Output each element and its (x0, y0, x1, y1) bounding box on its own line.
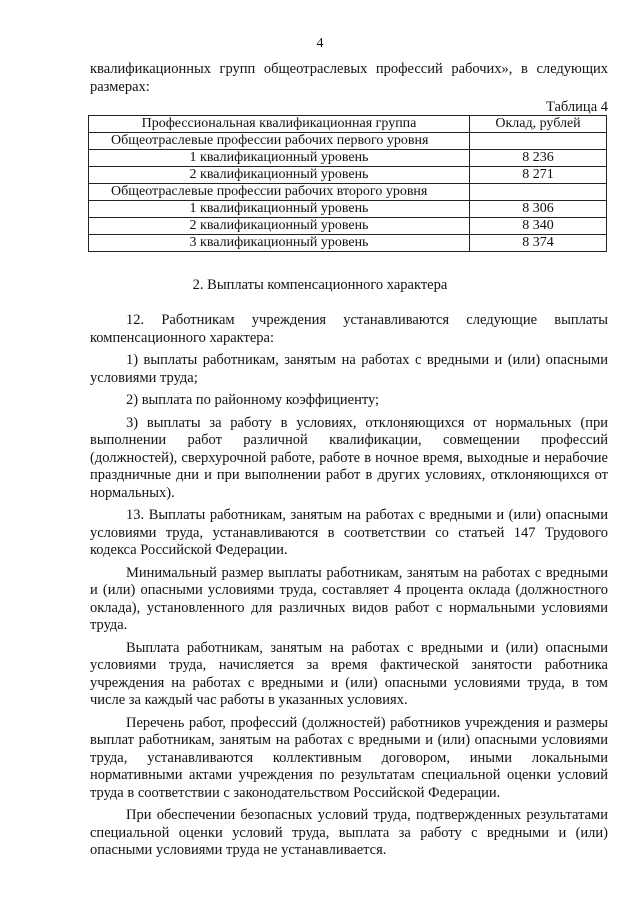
row-salary: 8 236 (470, 150, 607, 167)
paragraph: 12. Работникам учреждения устанавливаются следующие выплаты компенсационного характера: (90, 312, 608, 346)
row-name: Общеотраслевые профессии рабочих второго уровня (89, 184, 470, 201)
paragraph: 2) выплата по районному коэффициенту; (126, 392, 380, 408)
row-name: 1 квалификационный уровень (89, 150, 470, 167)
paragraph: 3) выплаты за работу в условиях, отклоняющихся от нормальных (при выполнении работ различной квалификации, совмещении профессий (должностей), сверхурочной работе, работе в ночное время, выходные и нерабочие праздничные дни и при выполнении работ в других условиях, отклоняющихся от нормальных). (90, 414, 608, 501)
table-caption: Таблица 4 (545, 99, 608, 115)
row-name: 3 квалификационный уровень (89, 235, 470, 252)
header-group: Профессиональная квалификационная группа (89, 116, 470, 133)
row-salary: 8 340 (470, 218, 607, 235)
table-row (89, 133, 607, 150)
row-name: 1 квалификационный уровень (89, 201, 470, 218)
paragraph: Выплата работникам, занятым на работах с вредными и (или) опасными условиями труда, начисляется за время фактической занятости работника учреждения на работах с вредными и (или) опасными условиями труда, в том числе за каждый час работы в указанных условиях. (90, 639, 608, 708)
paragraph: Минимальный размер выплаты работникам, занятым на работах с вредными и (или) опасными условиями труда, составляет 4 процента оклада (должностного оклада), установленного для различных видов работ с нормальными условиями труда. (90, 564, 608, 633)
paragraph: 13. Выплаты работникам, занятым на работах с вредными и (или) опасными условиями труда, устанавливаются в соответствии со статьей 147 Трудового кодекса Российской Федерации. (90, 507, 608, 558)
table-row (89, 167, 607, 184)
section-title: 2. Выплаты компенсационного характера (192, 277, 448, 293)
intro-paragraph: квалификационных групп общеотраслевых профессий рабочих», в следующих размерах: (90, 61, 608, 95)
row-salary (470, 133, 607, 150)
body-text (90, 312, 608, 865)
table-row (89, 201, 607, 218)
paragraph: При обеспечении безопасных условий труда, подтвержденных результатами специальной оценки условий труда, выплата за работу с вредными и (или) опасными условиями труда не устанавливается. (90, 807, 608, 858)
row-name: 2 квалификационный уровень (89, 218, 470, 235)
row-name: 2 квалификационный уровень (89, 167, 470, 184)
row-name: Общеотраслевые профессии рабочих первого уровня (89, 133, 470, 150)
header-salary: Оклад, рублей (470, 116, 607, 133)
table-row (89, 150, 607, 167)
paragraph: 1) выплаты работникам, занятым на работах с вредными и (или) опасными условиями труда; (90, 352, 608, 386)
page-number: 4 (316, 36, 324, 51)
table-row (89, 184, 607, 201)
row-salary (470, 184, 607, 201)
row-salary: 8 271 (470, 167, 607, 184)
table-row (89, 235, 607, 252)
table-row (89, 218, 607, 235)
table-header-row (89, 116, 607, 133)
row-salary: 8 374 (470, 235, 607, 252)
salary-table (88, 115, 607, 252)
paragraph: Перечень работ, профессий (должностей) работников учреждения и размеры выплат работникам, занятым на работах с вредными и (или) опасными условиями труда, устанавливаются коллективным договором, иными локальными нормативными актами учреждения по результатам специальной оценки условий труда в соответствии с законодательством Российской Федерации. (90, 714, 608, 801)
row-salary: 8 306 (470, 201, 607, 218)
